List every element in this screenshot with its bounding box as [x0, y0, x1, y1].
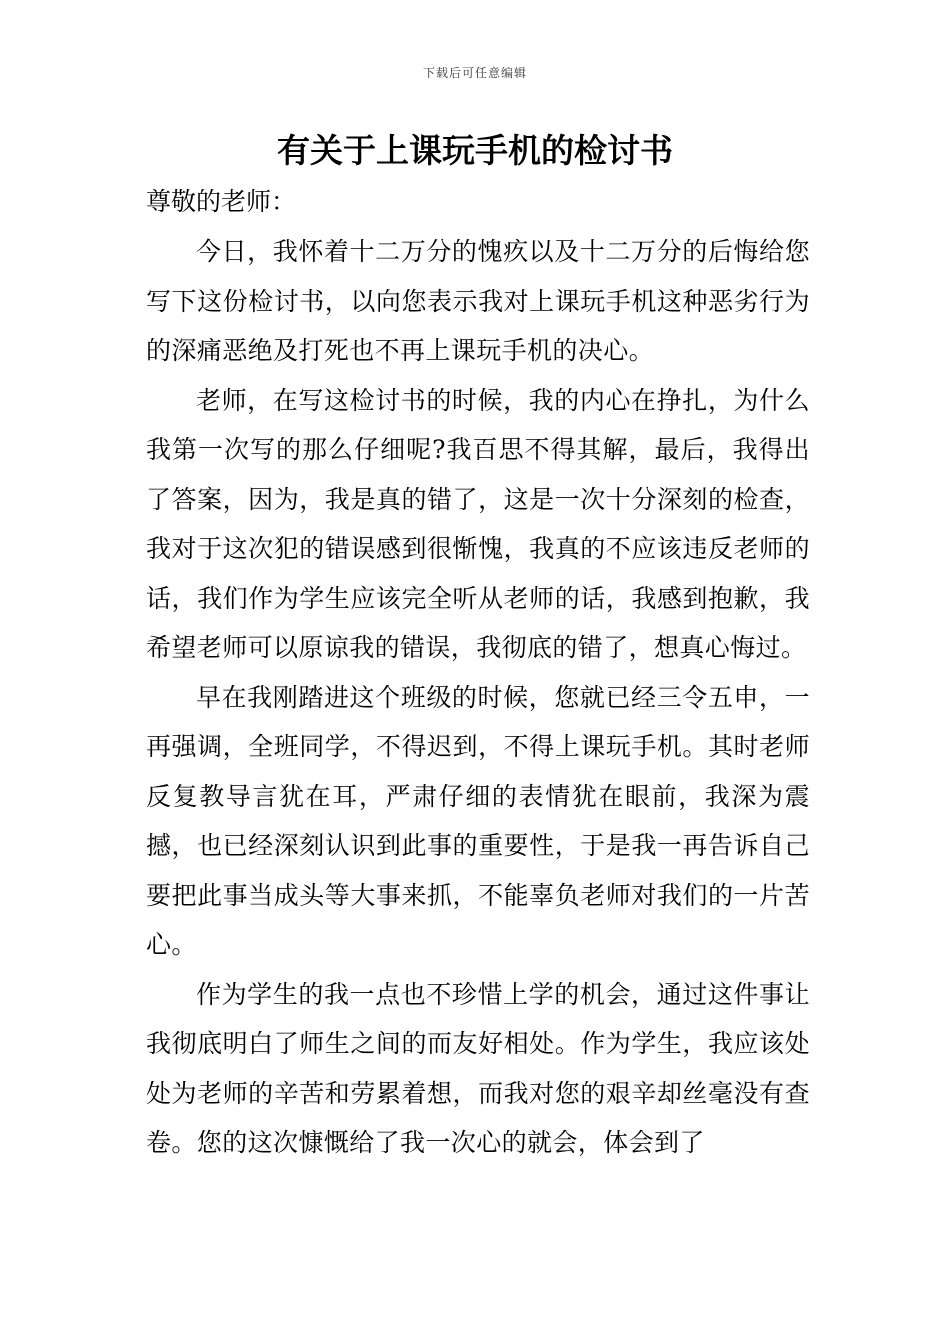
document-title: 有关于上课玩手机的检讨书 [277, 131, 673, 170]
paragraph-1: 今日，我怀着十二万分的愧疚以及十二万分的后悔给您写下这份检讨书，以向您表示我对上课玩手机这种恶劣行为的深痛恶绝及打死也不再上课玩手机的决心。 [146, 237, 810, 365]
body-text [146, 227, 810, 1168]
paragraph-2: 老师，在写这检讨书的时候，我的内心在挣扎，为什么我第一次写的那么仔细呢?我百思不得其解，最后，我得出了答案，因为，我是真的错了，这是一次十分深刻的检查，我对于这次犯的错误感到很惭愧，我真的不应该违反老师的话，我们作为学生应该完全听从老师的话，我感到抱歉，我希望老师可以原谅我的错误，我彻底的错了，想真心悔过。 [146, 385, 810, 662]
paragraph-3: 早在我刚踏进这个班级的时候，您就已经三令五申，一再强调，全班同学，不得迟到，不得上课玩手机。其时老师反复教导言犹在耳，严肃仔细的表情犹在眼前，我深为震撼，也已经深刻认识到此事的重要性，于是我一再告诉自己要把此事当成头等大事来抓，不能辜负老师对我们的一片苦心。 [146, 682, 810, 959]
paragraph-4: 作为学生的我一点也不珍惜上学的机会，通过这件事让我彻底明白了师生之间的而友好相处。作为学生，我应该处处为老师的辛苦和劳累着想，而我对您的艰辛却丝毫没有查卷。您的这次慷慨给了我一次心的就会，体会到了 [146, 979, 810, 1157]
salutation: 尊敬的老师： [146, 187, 297, 216]
header-note: 下载后可任意编辑 [422, 66, 527, 80]
